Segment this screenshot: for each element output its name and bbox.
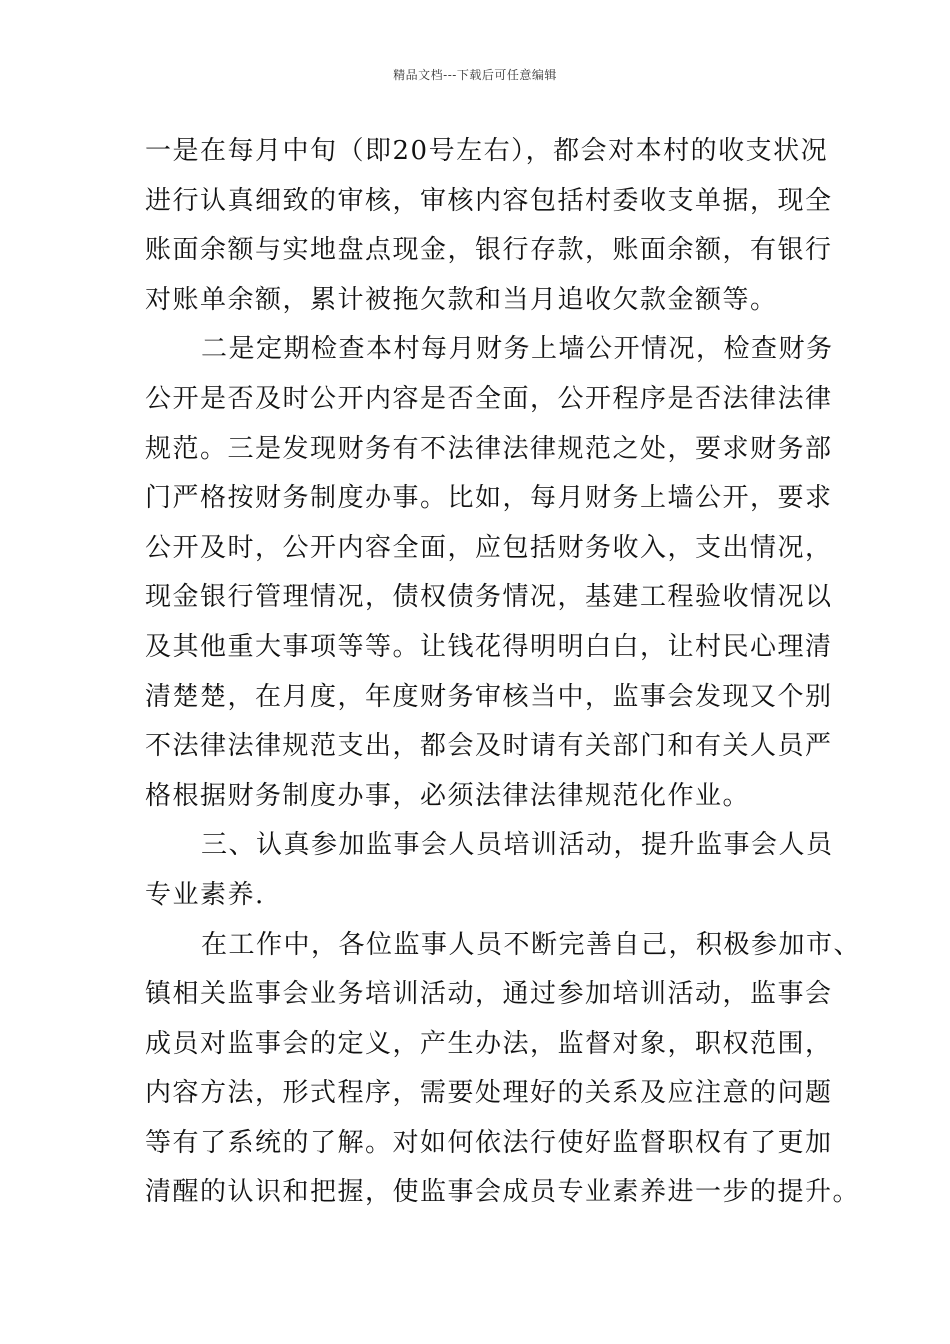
text-line: 清醒的认识和把握，使监事会成员专业素养进一步的提升。: [145, 1177, 861, 1208]
text-line: 进行认真细致的审核，审核内容包括村委收支单据，现全: [145, 185, 833, 216]
text-line: 不法律法律规范支出，都会及时请有关部门和有关人员严: [145, 731, 833, 762]
text-line: 三、认真参加监事会人员培训活动，提升监事会人员: [201, 830, 834, 861]
paragraph: [145, 821, 834, 920]
text-line: 专业素养.: [145, 879, 265, 910]
paragraph: [145, 127, 833, 325]
text-line: 镇相关监事会业务培训活动，通过参加培训活动，监事会: [145, 979, 833, 1010]
text-line: 现金银行管理情况，债权债务情况，基建工程验收情况以: [145, 582, 833, 613]
text-line: 账面余额与实地盘点现金，银行存款，账面余额，有银行: [145, 235, 833, 266]
text-line: 格根据财务制度办事，必须法律法律规范化作业。: [145, 780, 751, 811]
text-line: 公开是否及时公开内容是否全面，公开程序是否法律法律: [145, 383, 833, 414]
paragraph: [145, 921, 862, 1219]
paragraph: [145, 325, 834, 821]
text-line: 二是定期检查本村每月财务上墙公开情况，检查财务: [201, 334, 834, 365]
document-body: [145, 127, 862, 1218]
text-line: 对账单余额，累计被拖欠款和当月追收欠款金额等。: [145, 284, 778, 315]
text-line: 成员对监事会的定义，产生办法，监督对象，职权范围，: [145, 1028, 833, 1059]
text-line: 等有了系统的了解。对如何依法行使好监督职权有了更加: [145, 1127, 833, 1158]
page-header: 精品文档---下载后可任意编辑: [393, 68, 557, 82]
text-line: 规范。三是发现财务有不法律法律规范之处，要求财务部: [145, 433, 833, 464]
text-line: 清楚楚，在月度，年度财务审核当中，监事会发现又个别: [145, 681, 833, 712]
text-line: 一是在每月中旬（即20号左右），都会对本村的收支状况: [145, 136, 829, 166]
text-line: 门严格按财务制度办事。比如，每月财务上墙公开，要求: [145, 483, 833, 514]
text-line: 内容方法，形式程序，需要处理好的关系及应注意的问题: [145, 1078, 833, 1109]
text-line: 在工作中，各位监事人员不断完善自己，积极参加市、: [201, 929, 862, 960]
text-line: 及其他重大事项等等。让钱花得明明白白，让村民心理清: [145, 631, 833, 662]
text-line: 公开及时，公开内容全面，应包括财务收入，支出情况，: [145, 532, 833, 563]
